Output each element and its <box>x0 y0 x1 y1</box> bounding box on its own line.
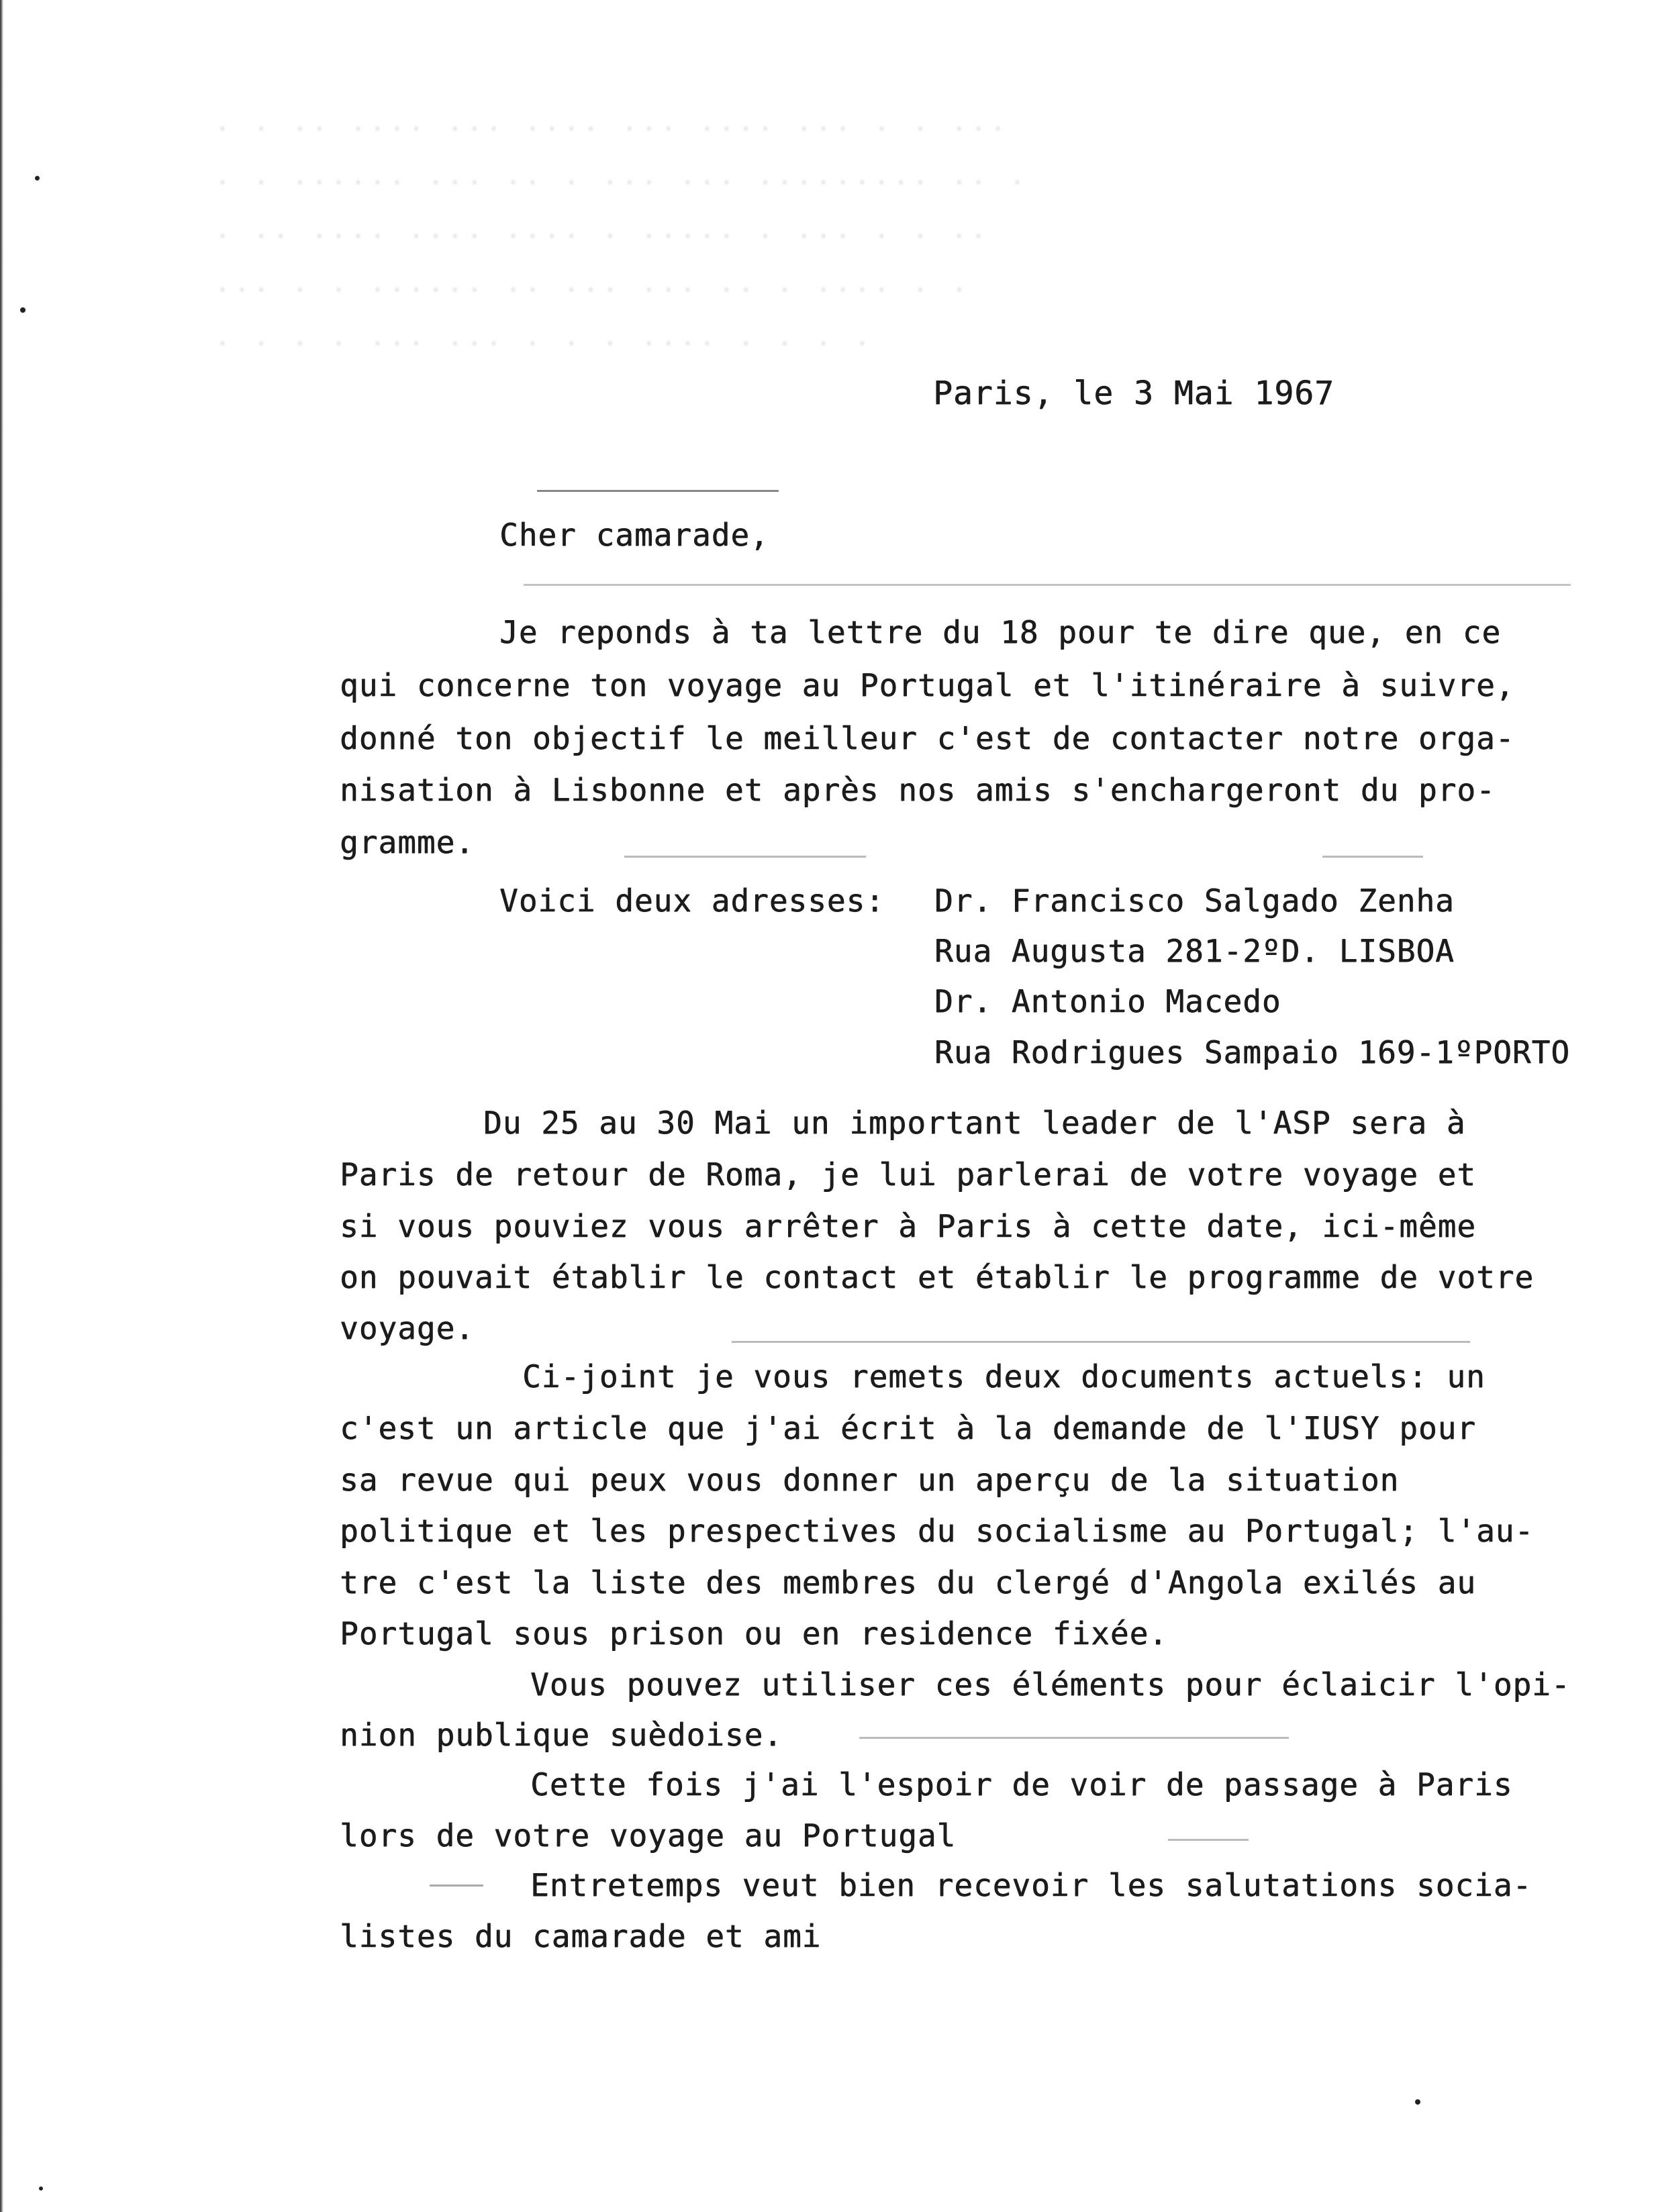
paragraph-1-line: donné ton objectif le meilleur c'est de contacter notre orga- <box>340 720 1515 756</box>
paragraph-3-line: Ci-joint je vous remets deux documents actuels: un <box>522 1358 1486 1395</box>
paragraph-2-line: Paris de retour de Roma, je lui parlerai de votre voyage et <box>340 1156 1476 1193</box>
address-line: Rua Rodrigues Sampaio 169-1ºPORTO <box>934 1034 1570 1070</box>
salutation: Cher camarade, <box>499 517 769 553</box>
stray-speck <box>20 307 26 313</box>
stray-speck <box>35 176 40 181</box>
letter-date: Paris, le 3 Mai 1967 <box>933 374 1334 412</box>
paragraph-3-line: Portugal sous prison ou en residence fixée. <box>340 1615 1168 1652</box>
paragraph-2-line: Du 25 au 30 Mai un important leader de l'ASP sera à <box>483 1105 1466 1141</box>
typewriter-mark <box>524 584 1571 586</box>
paragraph-2-line: voyage. <box>340 1310 475 1346</box>
address-line: Rua Augusta 281-2ºD. LISBOA <box>934 933 1455 969</box>
typewriter-mark <box>537 490 779 492</box>
stray-speck <box>39 2186 43 2191</box>
bleed-through-texture: · · ······ ··· ·· · ··· ··· ········· ·· · <box>215 168 1029 197</box>
paragraph-5-line: lors de votre voyage au Portugal <box>340 1817 957 1854</box>
paragraph-5-line: Cette fois j'ai l'espoir de voir de passage à Paris <box>530 1766 1513 1803</box>
paragraph-1-line: qui concerne ton voyage au Portugal et l'itinéraire à suivre, <box>340 667 1515 703</box>
bleed-through-texture: · · · · ··· ··· · · · ···· · · · · <box>215 329 874 358</box>
paragraph-2-line: on pouvait établir le contact et établir le programme de votre <box>340 1259 1535 1295</box>
stray-speck <box>1415 2099 1420 2105</box>
address-line: Dr. Antonio Macedo <box>934 983 1281 1019</box>
typewriter-mark <box>859 1737 1289 1739</box>
typewriter-mark <box>430 1884 483 1887</box>
addresses-intro: Voici deux adresses: <box>499 883 885 919</box>
paragraph-4-line: Vous pouvez utiliser ces éléments pour éclaicir l'opi- <box>530 1666 1571 1703</box>
paragraph-6-line: Entretemps veut bien recevoir les salutations socia- <box>530 1867 1533 1903</box>
typewriter-mark <box>624 856 866 858</box>
typewriter-mark <box>732 1341 1470 1343</box>
paragraph-3-line: sa revue qui peux vous donner un aperçu de la situation <box>340 1462 1400 1498</box>
paragraph-3-line: tre c'est la liste des membres du clergé d'Angola exilés au <box>340 1564 1476 1601</box>
paragraph-1-line: gramme. <box>340 824 475 860</box>
bleed-through-texture: · · ·· ···· ··· ···· ··· ···· ··· · · ··· <box>215 114 1010 144</box>
page-edge-shadow <box>0 0 3 2212</box>
paragraph-6-line: listes du camarade et ami <box>340 1918 822 1954</box>
paragraph-2-line: si vous pouviez vous arrêter à Paris à cette date, ici-même <box>340 1208 1476 1244</box>
bleed-through-texture: ··· · · ······ ·· ··· ··· ·· · ···· · · <box>215 275 971 305</box>
paragraph-4-line: nion publique suèdoise. <box>340 1717 783 1753</box>
paragraph-1-line: nisation à Lisbonne et après nos amis s'enchargeront du pro- <box>340 772 1496 808</box>
typewriter-mark <box>1322 856 1423 858</box>
paragraph-3-line: politique et les prespectives du socialisme au Portugal; l'au- <box>340 1513 1535 1549</box>
typewriter-mark <box>1168 1839 1249 1841</box>
paragraph-1-line: Je reponds à ta lettre du 18 pour te dire que, en ce <box>499 614 1502 650</box>
address-line: Dr. Francisco Salgado Zenha <box>934 883 1455 919</box>
paragraph-3-line: c'est un article que j'ai écrit à la demande de l'IUSY pour <box>340 1410 1476 1446</box>
bleed-through-texture: · ·· ···· ···· ···· · ····· · ··· · · ·· <box>215 221 991 251</box>
